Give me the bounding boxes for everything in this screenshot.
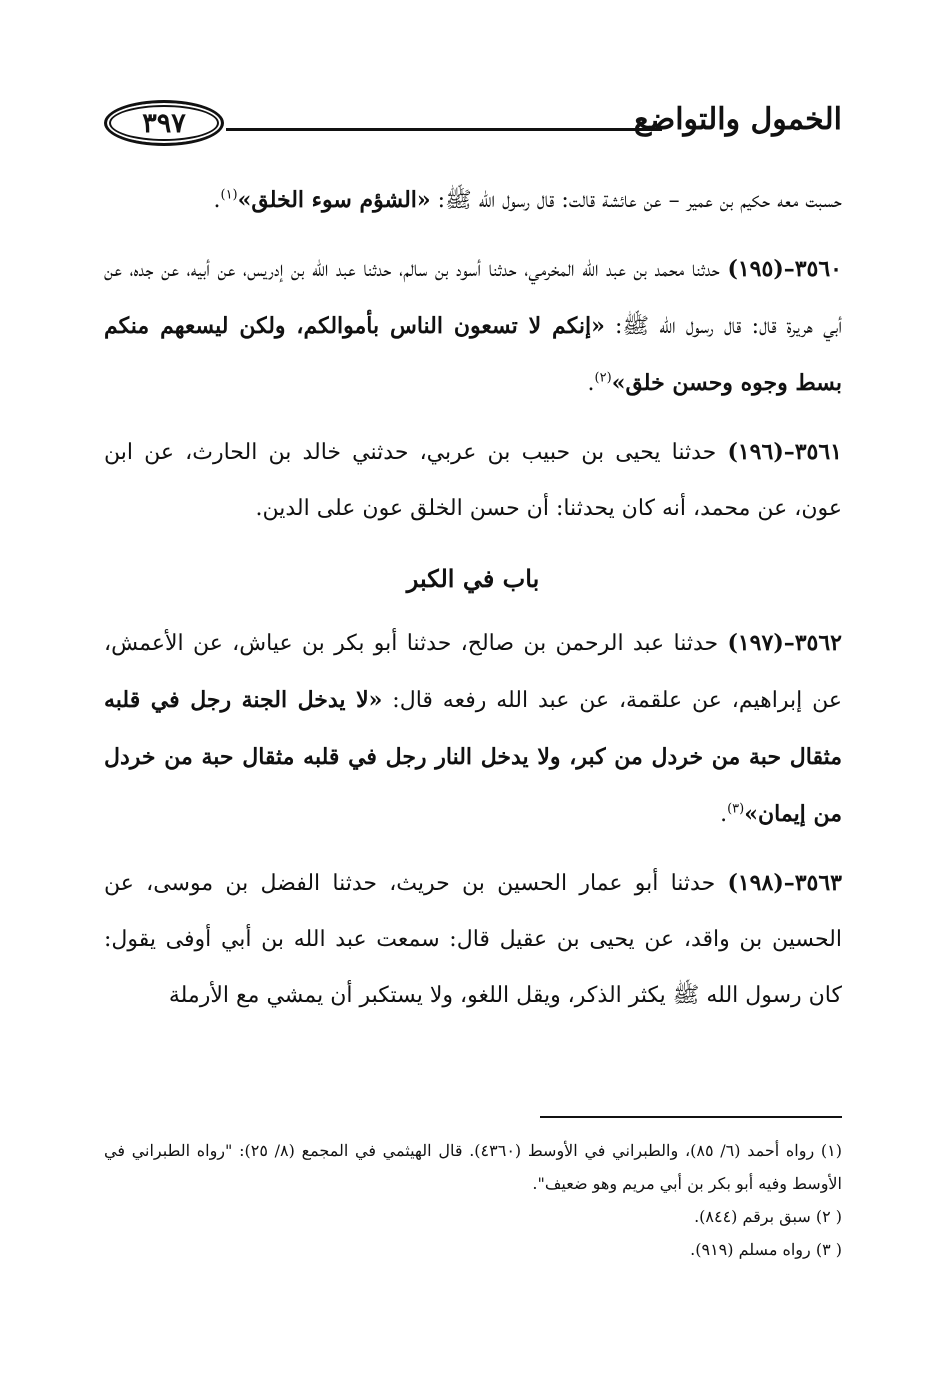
page-number: ٣٩٧	[142, 107, 186, 139]
footnote-1: (١) رواه أحمد (٦/ ٨٥)، والطبراني في الأوسط (٤٣٦٠). قال الهيثمي في المجمع (٨/ ٢٥): "رواه الطبراني في الأوسط وفيه أبو بكر بن أبي مريم وهو ضعيف".	[104, 1141, 842, 1193]
footnote-2: ( ٢) سبق برقم (٨٤٤).	[694, 1207, 842, 1226]
paragraph-text: حسبت معه حكيم بن عمير – عن عائشة قالت: قال رسول الله ﷺ:	[430, 188, 842, 213]
hadith-quote: «الشؤم سوء الخلق»	[237, 187, 431, 213]
hadith-3561	[104, 424, 842, 537]
paragraph-text: حدثنا يحيى بن حبيب بن عربي، حدثني خالد بن الحارث، عن ابن عون، عن محمد، أنه كان يحدثنا: أن حسن الخلق عون على الدين.	[104, 440, 842, 521]
paragraph-text: حدثنا عبد الرحمن بن صالح، حدثنا أبو بكر بن عياش، عن الأعمش، عن إبراهيم، عن علقمة، عن عبد الله رفعه قال:	[104, 631, 842, 713]
hadith-quote: «لا يدخل الجنة رجل في قلبه مثقال حبة من خردل من كبر، ولا يدخل النار رجل في قلبه مثقال حبة من خردل من إيمان»	[104, 687, 842, 827]
footnote-ref-2: (٢)	[594, 370, 612, 386]
hadith-quote: «إنكم لا تسعون الناس بأموالكم، ولكن ليسعهم منكم بسط وجوه وحسن خلق»	[104, 313, 842, 396]
footnote-separator	[540, 1116, 842, 1118]
header-rule	[226, 128, 662, 131]
hadith-3563	[104, 855, 842, 1024]
hadith-number: ٣٥٦٣–(١٩٨)	[727, 870, 842, 896]
main-text	[104, 172, 842, 1036]
footnote-ref-3: (٣)	[727, 801, 745, 817]
paragraph-continuation: حسبت معه حكيم بن عمير – عن عائشة قالت: قال رسول الله ﷺ: «الشؤم سوء الخلق»$^{(١)}$.	[213, 187, 842, 213]
chapter-title: باب في الكبر	[406, 564, 540, 593]
hadith-number: ٣٥٦٢–(١٩٧)	[727, 630, 842, 656]
page-number-oval	[104, 100, 224, 146]
hadith-number: ٣٥٦٠–(١٩٥)	[727, 256, 842, 282]
hadith-3562: ٣٥٦٢–(١٩٧) حدثنا عبد الرحمن بن صالح، حدثنا أبو بكر بن عياش، عن الأعمش، عن إبراهيم، عن علقمة، عن عبد الله رفعه قال: «لا يدخل الجنة رجل في قلبه مثقال حبة من خردل من كبر، ولا يدخل النار رجل في قلبه مثقال حبة من خردل من إيمان»$^{(٣)}$.	[104, 630, 842, 827]
page-header	[104, 92, 842, 152]
paragraph-text: حدثنا محمد بن عبد الله المخرمي، حدثنا أسود بن سالم، حدثنا عبد الله بن إدريس، عن أبيه، عن جده، عن أبي هريرة قال: قال رسول الله ﷺ:	[104, 257, 842, 339]
running-title: الخمول والتواضع	[633, 102, 842, 137]
footnote-ref-1: (١)	[220, 187, 238, 203]
hadith-number: ٣٥٦١–(١٩٦)	[727, 439, 842, 465]
footnotes	[104, 1134, 842, 1266]
footnote-3: ( ٣) رواه مسلم (٩١٩).	[690, 1240, 842, 1259]
paragraph-text: حدثنا أبو عمار الحسين بن حريث، حدثنا الفضل بن موسى، عن الحسين بن واقد، عن يحيى بن عقيل قال: سمعت عبد الله بن أبي أوفى يقول: كان رسول الله ﷺ يكثر الذكر، ويقل اللغو، ولا يستكبر أن يمشي مع الأرملة	[104, 871, 842, 1008]
hadith-3560: ٣٥٦٠–(١٩٥) حدثنا محمد بن عبد الله المخرمي، حدثنا أسود بن سالم، حدثنا عبد الله بن إدريس، عن أبيه، عن جده، عن أبي هريرة قال: قال رسول الله ﷺ: «إنكم لا تسعون الناس بأموالكم، ولكن ليسعهم منكم بسط وجوه وحسن خلق»$^{(٢)}$.	[104, 256, 842, 396]
